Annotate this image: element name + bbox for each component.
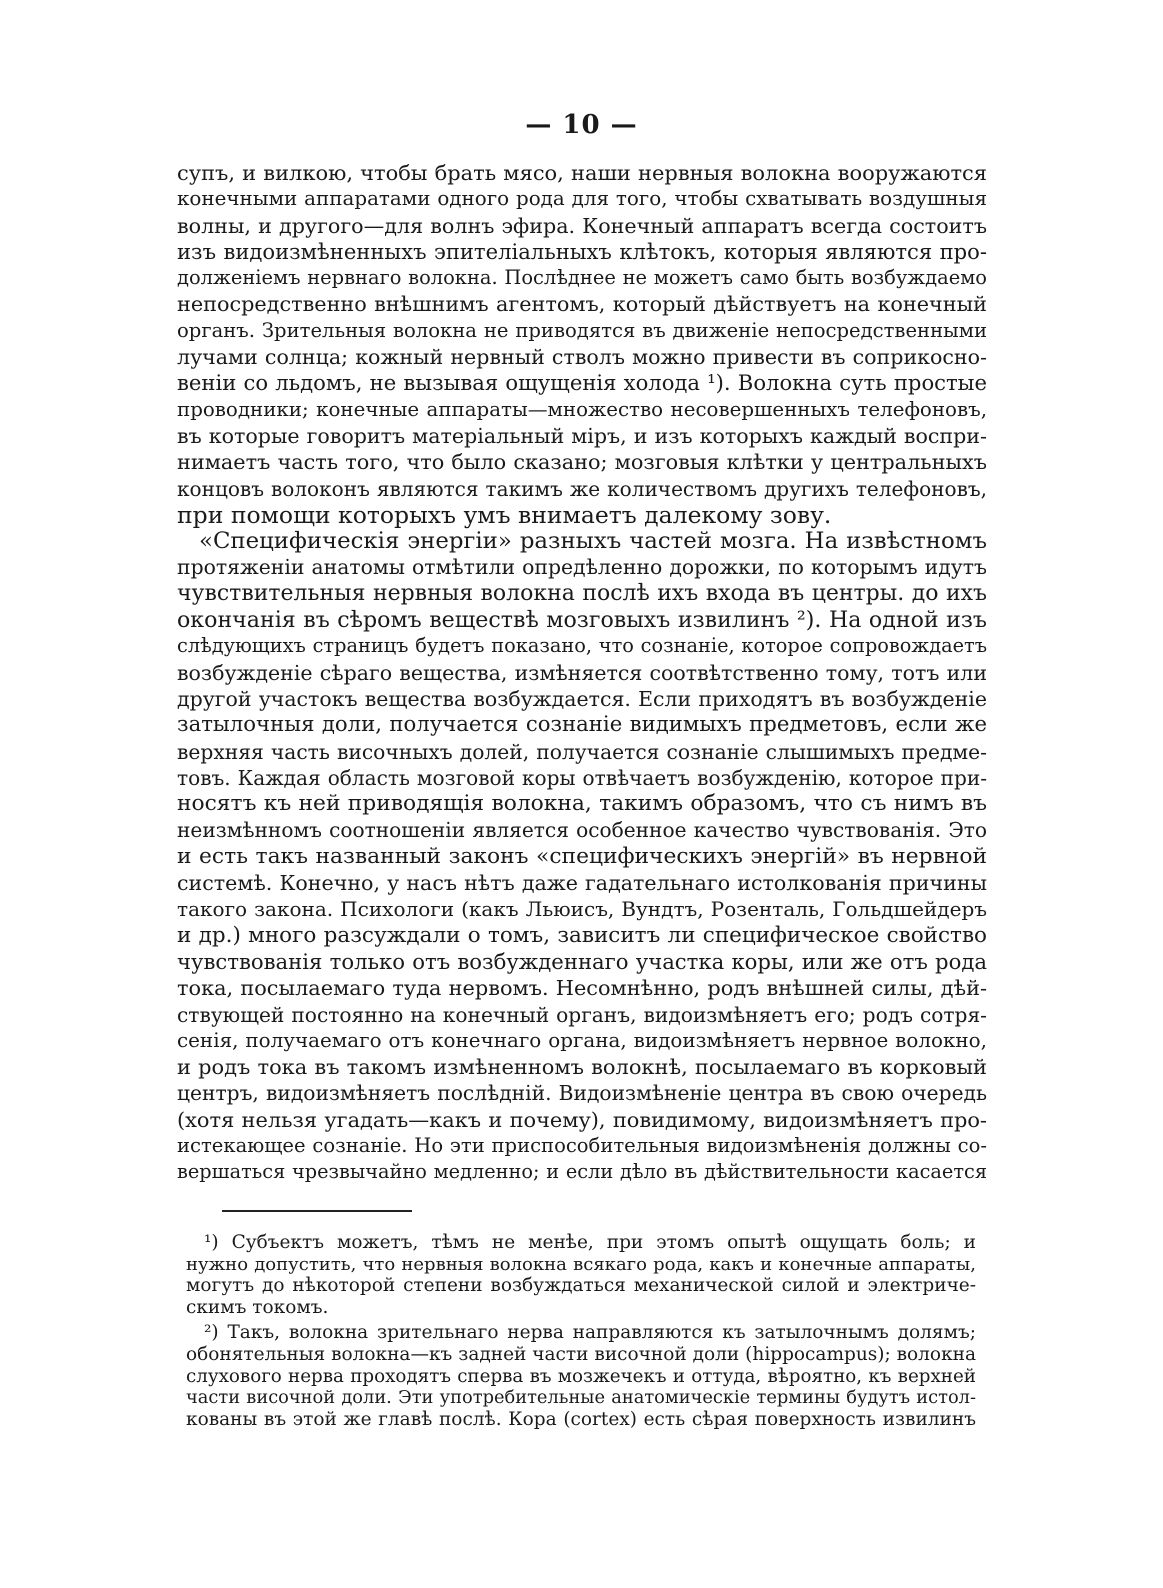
footnote-line: могутъ до нѣкоторой степени возбуждаться механической силой и электриче- <box>186 1275 976 1297</box>
text-line: при помощи которыхъ умъ внимаетъ далекому зову. <box>177 500 832 529</box>
footnote-2 <box>186 1322 976 1430</box>
footnote-line: части височной доли. Эти употребительные анатомическіе термины будутъ истол- <box>186 1387 976 1409</box>
text-line: такого закона. Психологи (какъ Льюисъ, Вундтъ, Розенталь, Гольдшейдеръ <box>177 897 987 922</box>
text-line: возбужденіе сѣраго вещества, измѣняется соотвѣтственно тому, тотъ или <box>177 660 987 685</box>
text-line: и есть такъ названный законъ «специфическихъ энергій» въ нервной <box>177 843 987 869</box>
text-line: чувствованія только отъ возбужденнаго участка коры, или же отъ рода <box>177 948 987 974</box>
text-line: и др.) много разсуждали о томъ, зависитъ ли специфическое свойство <box>177 922 987 948</box>
footnote-line: скимъ токомъ. <box>186 1296 329 1318</box>
text-line: долженіемъ нервнаго волокна. Послѣднее не можетъ само быть возбуждаемо <box>177 266 987 290</box>
text-line: и родъ тока въ такомъ измѣненномъ волокнѣ, посылаемаго въ корковый <box>177 1055 987 1080</box>
text-line: проводники; конечные аппараты—множество несовершенныхъ телефоновъ, <box>177 397 987 421</box>
text-line: окончанія въ сѣромъ веществѣ мозговыхъ извилинъ ²). На одной изъ <box>177 607 987 634</box>
text-line: системѣ. Конечно, у насъ нѣтъ даже гадательнаго истолкованія причины <box>177 871 987 896</box>
text-line: изъ видоизмѣненныхъ эпителіальныхъ клѣтокъ, которыя являются про- <box>177 238 987 264</box>
footnote-1 <box>186 1232 976 1318</box>
page-number: — 10 — <box>525 110 638 140</box>
footnote-line: обонятельныя волокна—къ задней части височной доли (hippocampus); волокна <box>186 1343 976 1365</box>
text-line: протяженіи анатомы отмѣтили опредѣленно дорожки, по которымъ идутъ <box>177 555 987 580</box>
text-line: веніи со льдомъ, не вызывая ощущенія холода ¹). Волокна суть простые <box>177 370 987 396</box>
text-line: тока, посылаемаго туда нервомъ. Несомнѣнно, родъ внѣшней силы, дѣй- <box>177 976 987 1001</box>
footnotes <box>186 1232 976 1430</box>
text-line: верхняя часть височныхъ долей, получается сознаніе слышимыхъ предме- <box>177 739 987 764</box>
text-line: центръ, видоизмѣняетъ послѣдній. Видоизмѣненіе центра въ свою очередь <box>177 1081 987 1106</box>
text-line: затылочныя доли, получается сознаніе видимыхъ предметовъ, если же <box>177 712 987 738</box>
text-line: концовъ волоконъ являются такимъ же количествомъ другихъ телефоновъ, <box>177 476 987 501</box>
text-line: (хотя нельзя угадать—какъ и почему), повидимому, видоизмѣняетъ про- <box>177 1107 987 1132</box>
text-line: лучами солнца; кожный нервный стволъ можно привести въ соприкосно- <box>177 345 987 370</box>
text-line: товъ. Каждая область мозговой коры отвѣчаетъ возбужденію, которое при- <box>177 765 987 790</box>
text-line: слѣдующихъ страницъ будетъ показано, что сознаніе, которое сопровождаетъ <box>177 634 987 658</box>
footnote-line: кованы въ этой же главѣ послѣ. Кора (cortex) есть сѣрая поверхность извилинъ <box>186 1408 976 1430</box>
text-line: конечными аппаратами одного рода для того, чтобы схватывать воздушныя <box>177 187 987 211</box>
text-line: волны, и другого—для волнъ эфира. Конечный аппаратъ всегда состоитъ <box>177 213 987 238</box>
text-line: супъ, и вилкою, чтобы брать мясо, наши нервныя волокна вооружаются <box>177 161 987 185</box>
text-line: другой участокъ вещества возбуждается. Если приходятъ въ возбужденіе <box>177 686 987 711</box>
text-line: непосредственно внѣшнимъ агентомъ, который дѣйствуетъ на конечный <box>177 292 987 317</box>
footnote-line: ¹) Субъектъ можетъ, тѣмъ не менѣе, при этомъ опытѣ ощущать боль; и <box>204 1232 976 1253</box>
text-line: истекающее сознаніе. Но эти приспособительныя видоизмѣненія должны со- <box>177 1133 987 1157</box>
text-line: «Специфическія энергіи» разныхъ частей мозга. На извѣстномъ <box>199 528 987 555</box>
text-line: ствующей постоянно на конечный органъ, видоизмѣняетъ его; родъ сотря- <box>177 1002 987 1027</box>
footnote-line: слухового нерва проходятъ сперва въ мозжечекъ и оттуда, вѣроятно, къ верхней <box>186 1365 976 1387</box>
footnote-line: нужно допустить, что нервныя волокна всякаго рода, какъ и конечные аппараты, <box>186 1253 976 1275</box>
text-line: носятъ къ ней приводящія волокна, такимъ образомъ, что съ нимъ въ <box>177 791 987 817</box>
text-line: органъ. Зрительныя волокна не приводятся въ движеніе непосредственными <box>177 318 987 342</box>
text-line: чувствительныя нервныя волокна послѣ ихъ входа въ центры. до ихъ <box>177 580 987 606</box>
footnote-line: ²) Такъ, волокна зрительнаго нерва направляются къ затылочнымъ долямъ; <box>204 1322 976 1344</box>
main-text <box>177 160 987 1186</box>
footnote-divider <box>222 1210 412 1212</box>
text-line: въ которые говоритъ матеріальный міръ, и изъ которыхъ каждый воспри- <box>177 423 987 448</box>
text-line: нимаетъ часть того, что было сказано; мозговыя клѣтки у центральныхъ <box>177 450 987 475</box>
text-line: неизмѣнномъ соотношеніи является особенное качество чувствованія. Это <box>177 818 987 843</box>
text-line: сенія, получаемаго отъ конечнаго органа, видоизмѣняетъ нервное волокно, <box>177 1028 987 1052</box>
text-line: вершаться чрезвычайно медленно; и если дѣло въ дѣйствительности касается <box>177 1160 987 1184</box>
